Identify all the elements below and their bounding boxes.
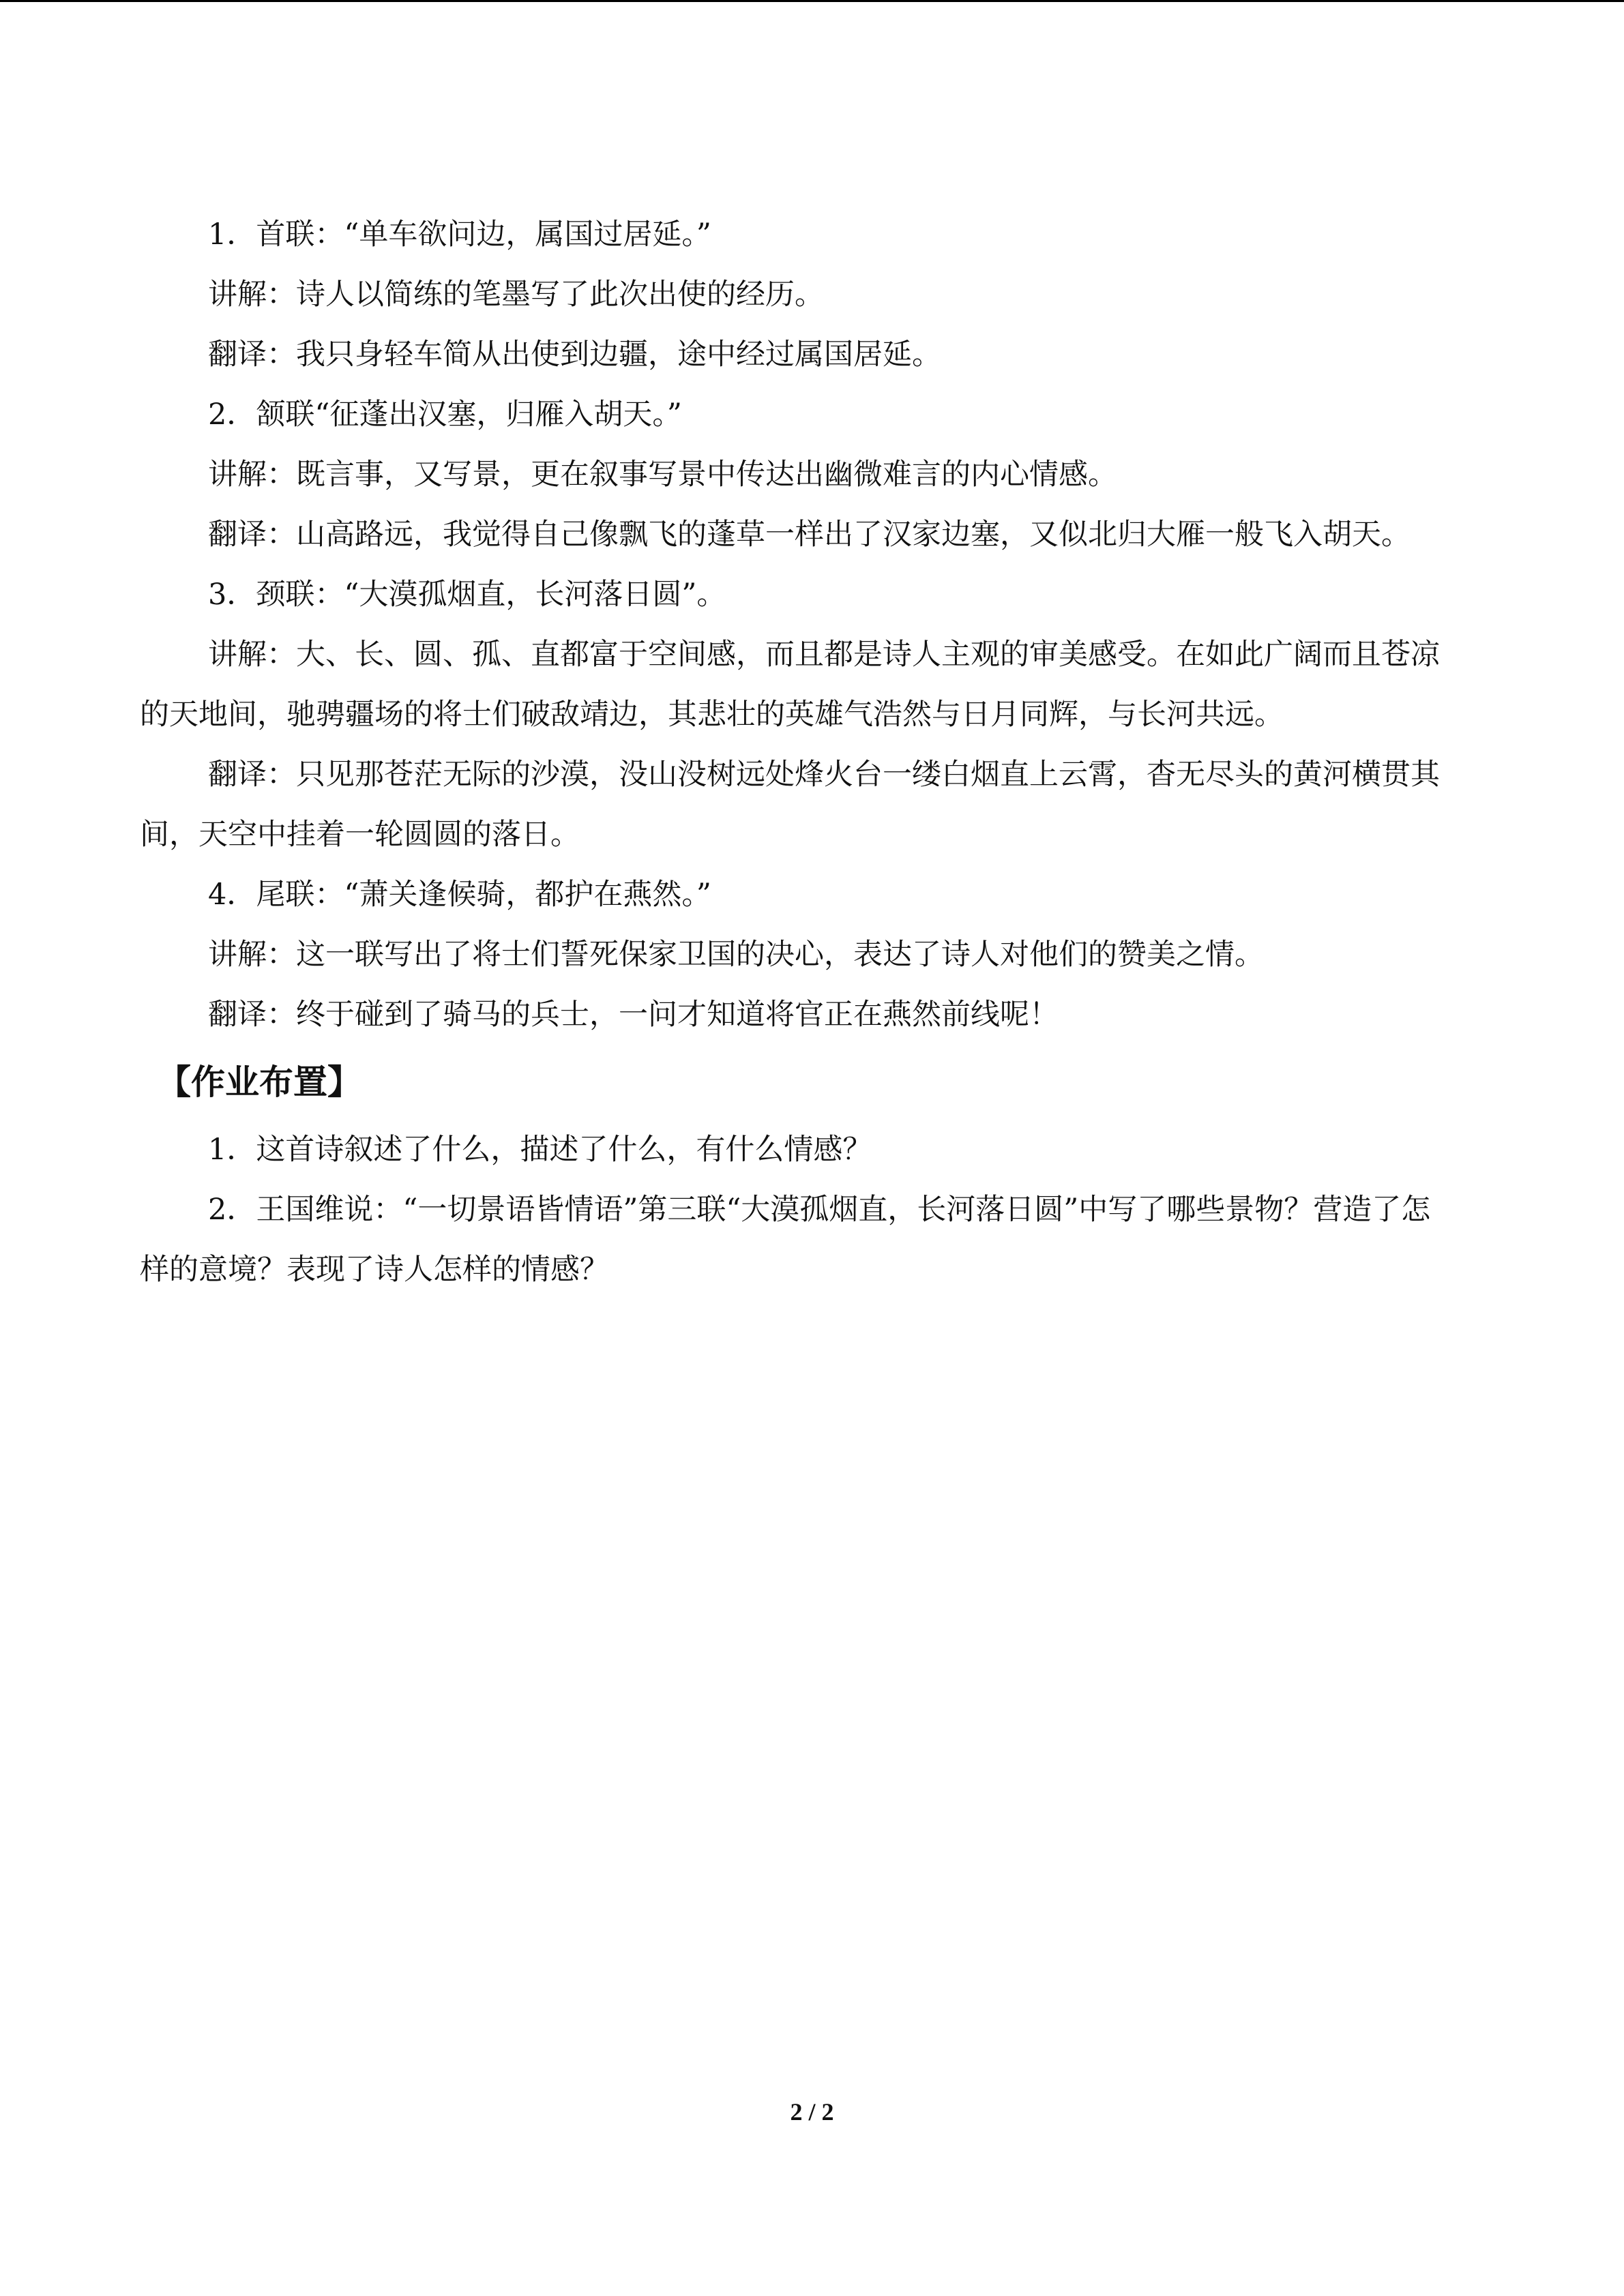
paragraph-first-couplet-translation: 翻译：我只身轻车简从出使到边疆，途中经过属国居延。 <box>208 338 941 372</box>
page-number: 2 / 2 <box>790 2098 834 2126</box>
paragraph-fourth-couplet-translation: 翻译：终于碰到了骑马的兵士，一问才知道将官正在燕然前线呢！ <box>208 998 1059 1032</box>
paragraph-fourth-couplet-explanation: 讲解：这一联写出了将士们誓死保家卫国的决心，表达了诗人对他们的赞美之情。 <box>208 938 1264 972</box>
top-border-line <box>0 0 1624 2</box>
paragraph-first-couplet-heading: 1．首联：“单车欲问边，属国过居延。” <box>208 218 711 252</box>
homework-item: 1．这首诗叙述了什么，描述了什么，有什么情感？ <box>208 1133 872 1167</box>
paragraph-first-couplet-explanation: 讲解：诗人以简练的笔墨写了此次出使的经历。 <box>208 278 824 312</box>
homework-item: 2．王国维说：“一切景语皆情语”第三联“大漠孤烟直，长河落日圆”中写了哪些景物？营造了怎样的意境？表现了诗人怎样的情感？ <box>140 1193 1431 1287</box>
paragraph-third-couplet-translation: 翻译：只见那苍茫无际的沙漠，没山没树远处烽火台一缕白烟直上云霄，杳无尽头的黄河横贯其间，天空中挂着一轮圆圆的落日。 <box>140 758 1440 852</box>
paragraph-third-couplet-heading: 3．颈联：“大漠孤烟直，长河落日圆”。 <box>208 578 726 612</box>
paragraph-second-couplet-heading: 2．颔联“征蓬出汉塞，归雁入胡天。” <box>208 398 682 432</box>
paragraph-second-couplet-translation: 翻译：山高路远，我觉得自己像飘飞的蓬草一样出了汉家边塞，又似北归大雁一般飞入胡天。 <box>208 518 1411 552</box>
document-body <box>140 205 1456 1300</box>
paragraph-fourth-couplet-heading: 4．尾联：“萧关逢候骑，都护在燕然。” <box>208 878 711 912</box>
paragraph-second-couplet-explanation: 讲解：既言事，又写景，更在叙事写景中传达出幽微难言的内心情感。 <box>208 458 1117 492</box>
homework-section-title: 【作业布置】 <box>157 1062 361 1102</box>
paragraph-third-couplet-explanation: 讲解：大、长、圆、孤、直都富于空间感，而且都是诗人主观的审美感受。在如此广阔而且苍凉的天地间，驰骋疆场的将士们破敌靖边，其悲壮的英雄气浩然与日月同辉，与长河共远。 <box>140 638 1440 732</box>
